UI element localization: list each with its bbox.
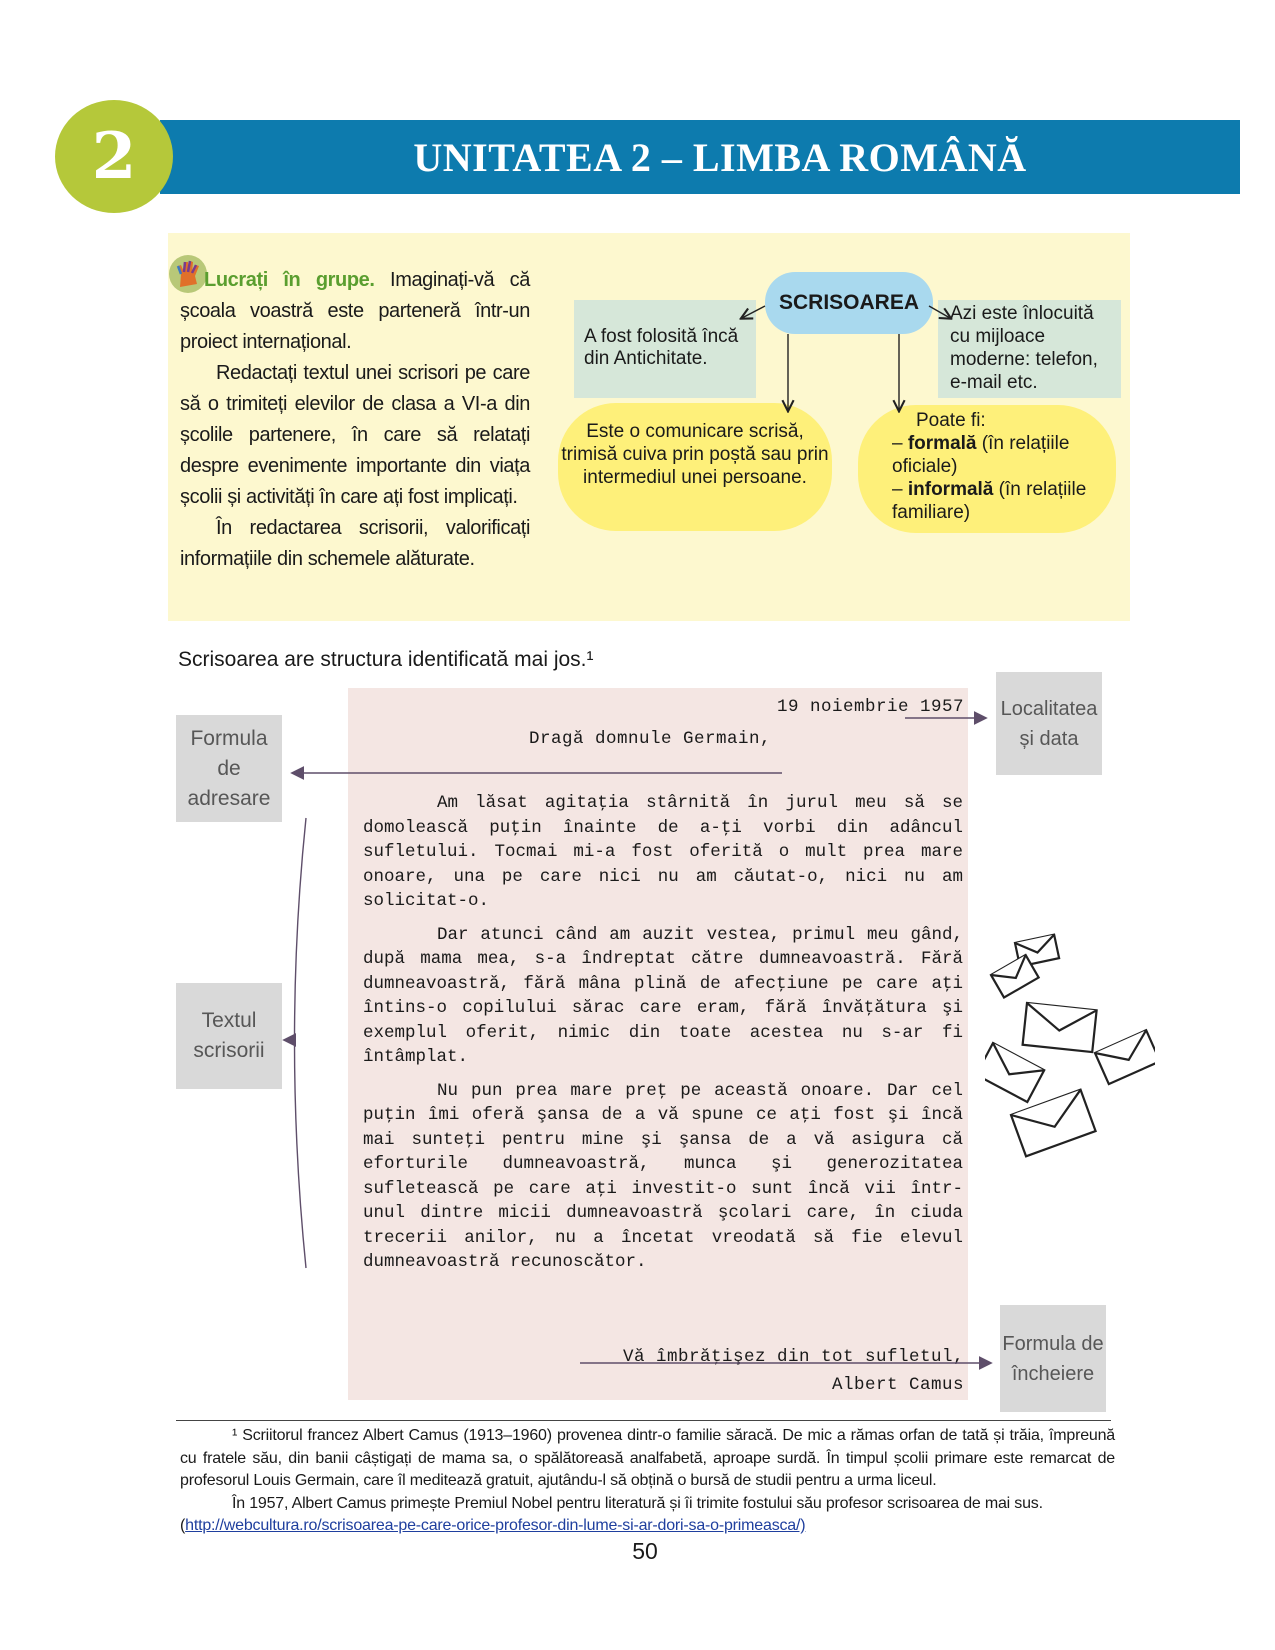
footnote-p1: ¹ Scriitorul francez Albert Camus (1913–1960) provenea dintr-o familie săracă. De mic a rămas orfan de tată și trăia, împreună cu fratele său, din banii câștigați de mama sa, o spălătoreasă analfabetă, aproape surdă. În timpul școlii primare este remarcat de profesorul Louis Germain, care îl meditează gratuit, ajutându-l să obțină o bursă de studii pentru a urma liceul. xyxy=(180,1427,1115,1489)
letter-body xyxy=(363,791,963,1284)
types-heading: Poate fi: xyxy=(916,410,986,431)
page-number: 50 xyxy=(632,1538,658,1564)
unit-title-banner xyxy=(160,120,1240,194)
label-address-formula: Formula de adresare xyxy=(176,715,282,822)
task-p1: Imaginați-vă că școala voastră este parteneră într-un proiect internațional. xyxy=(180,269,530,353)
envelopes-illustration xyxy=(985,925,1155,1170)
task-p2: Redactați textul unei scrisori pe care să o trimiteți elevilor de clasa a VI-a din școlile partenere, în care să relatați despre evenimente importante din viața școlii și activități în care ați fost implicați. xyxy=(180,362,530,508)
letter-paragraph: Am lăsat agitaţia stârnită în jurul meu să se domolească puţin înainte de a-ţi vorbi din adâncul sufletului. Tocmai mi-a fost oferită o mult prea mare onoare, una pe care nici nu am căutat-o, nici nu am solicitat-o. xyxy=(363,793,963,911)
footnote-p2: În 1957, Albert Camus primește Premiul Nobel pentru literatură și îi trimite fostului său profesor scrisoarea de mai sus. xyxy=(232,1494,1043,1512)
letter-greeting: Dragă domnule Germain, xyxy=(528,729,772,749)
diagram-node-types xyxy=(858,405,1116,533)
letter-date: 19 noiembrie 1957 xyxy=(776,697,964,717)
brace-body xyxy=(295,818,307,1268)
letter-signature: Albert Camus xyxy=(831,1375,964,1395)
footnote: ¹ Scriitorul francez Albert Camus (1913–1960) provenea dintr-o familie săracă. De mic a rămas orfan de tată și trăia, împreună cu fratele său, din banii câștigați de mama sa, o spălătoreasă analfabetă, aproape surdă. În timpul școlii primare este remarcat de profesorul Louis Germain, care îl meditează gratuit, ajutându-l să obțină o bursă de studii pentru a urma liceul. În 1957, Albert Camus primește Premiul Nobel pentru literatură și îi trimite fostului său profesor scrisoarea de mai sus. (http://webcultura.ro/scrisoarea-pe-care-orice-profesor-din-lume-si-ar-dori-sa-o-primeasca/) xyxy=(180,1427,1115,1534)
unit-title: UNITATEA 2 – LIMBA ROMÂNĂ xyxy=(413,134,1027,180)
label-letter-text: Textul scrisorii xyxy=(176,983,282,1089)
task-lead: Lucrați în grupe. xyxy=(204,269,375,291)
label-place-date: Localitatea și data xyxy=(996,672,1102,775)
task-instructions xyxy=(180,265,530,575)
unit-number-badge: 2 xyxy=(55,100,173,213)
source-link[interactable]: http://webcultura.ro/scrisoarea-pe-care-orice-profesor-din-lume-si-ar-dori-sa-o-primeasca/) xyxy=(185,1517,806,1534)
type-informal: – informală (în relațiile familiare) xyxy=(892,479,1087,523)
task-p3: În redactarea scrisorii, valorificați informațiile din schemele alăturate. xyxy=(180,517,530,570)
footnote-rule xyxy=(176,1420,1111,1421)
letter-paragraph: Dar atunci când am auzit vestea, primul meu gând, după mama mea, s-a îndreptat către dumneavoastră. Fără dumneavoastră, fără mâna plină de afecţiune pe care aţi întins-o copilului sărac care eram, fără învăţătura şi exemplul oferit, nimic din toate acestea nu s-ar fi întâmplat. xyxy=(363,924,963,1067)
diagram-node-antiquity: A fost folosită încă din Antichitate. xyxy=(574,300,756,398)
letter-paragraph: Nu pun prea mare preţ pe această onoare. Dar cel puţin îmi oferă şansa de a vă spune ce aţi fost şi încă mai sunteţi pentru mine şi şansa de a vă asigura că eforturile dumneavoastră, munca şi generozitatea sufletească pe care aţi investit-o sunt încă vii într-unul dintre micii dumneavoastră şcolari care, în ciuda trecerii anilor, nu a încetat vreodată să fie elevul dumneavoastră recunoscător. xyxy=(363,1080,963,1272)
diagram-node-modern: Azi este înlocuită cu mijloace moderne: telefon, e-mail etc. xyxy=(938,300,1121,398)
type-formal: – formală (în relațiile oficiale) xyxy=(892,433,1070,477)
label-closing-formula: Formula de încheiere xyxy=(1000,1305,1106,1412)
structure-intro: Scrisoarea are structura identificată mai jos.¹ xyxy=(178,648,594,671)
letter-closing: Vă îmbrăţişez din tot sufletul, xyxy=(622,1347,964,1367)
diagram-node-communication: Este o comunicare scrisă, trimisă cuiva prin poștă sau prin intermediul unei persoane. xyxy=(558,403,832,531)
diagram-node-center: SCRISOAREA xyxy=(765,272,933,334)
